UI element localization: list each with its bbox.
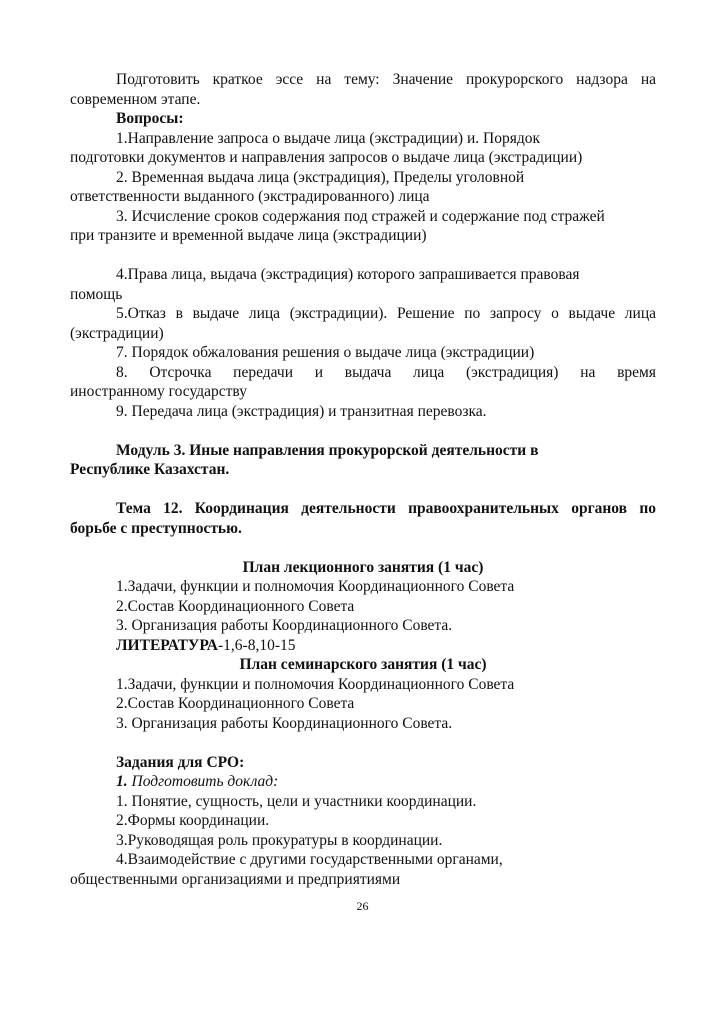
spacer [70,421,656,441]
literature-value: -1,6-8,10-15 [218,636,296,654]
intro-line-1: Подготовить краткое эссе на тему: Значение прокурорского надзора на [116,71,656,88]
question-4-line-2: помощь [70,285,123,303]
spacer [70,246,656,266]
topic-heading-line-2: борьбе с преступностью. [70,519,242,537]
question-7: 7. Порядок обжалования решения о выдаче лица (экстрадиции) [116,344,535,361]
srs-task-number: 1. [116,773,128,790]
spacer [70,538,656,558]
srs-task-label: Подготовить доклад: [127,773,279,790]
question-8-line-1: 8. Отсрочка передачи и выдача лица (экстрадиция) на время [116,363,656,381]
question-1-line-2: подготовки документов и направления запросов о выдаче лица (экстрадиции) [70,149,583,166]
module-heading-line-2: Республике Казахстан. [70,461,230,478]
lecture-item-3: 3. Организация работы Координационного Совета. [116,617,453,634]
seminar-item-2: 2.Состав Координационного Совета [116,695,355,712]
intro-line-2: современном этапе. [70,90,201,108]
question-5-line-2: (экстрадиции) [70,324,164,342]
lecture-plan-title: План лекционного занятия (1 час) [242,558,484,576]
srs-heading: Задания для СРО: [116,753,245,771]
srs-item-4-line-2: общественными организациями и предприятиями [70,870,401,888]
seminar-item-1: 1.Задачи, функции и полномочия Координационного Совета [116,675,515,693]
literature-label: ЛИТЕРАТУРА [116,636,218,654]
question-2-line-1: 2. Временная выдача лица (экстрадиция), Пределы уголовной [116,168,525,186]
seminar-item-3: 3. Организация работы Координационного Совета. [116,714,453,732]
page-number: 26 [356,899,369,913]
question-1-line-1: 1.Направление запроса о выдаче лица (экстрадиции) и. Порядок [116,129,540,147]
page-content [70,70,656,889]
srs-item-4-line-1: 4.Взаимодействие с другими государственными органами, [116,851,503,868]
literature-line [70,636,656,656]
srs-item-3: 3.Руководящая роль прокуратуры в координации. [116,831,443,849]
question-2-line-2: ответственности выданного (экстрадированного) лица [70,188,430,205]
seminar-plan-title: План семинарского занятия (1 час) [239,656,487,673]
spacer [70,480,656,500]
module-heading-line-1: Модуль 3. Иные направления прокурорской деятельности в [116,441,539,459]
questions-heading: Вопросы: [116,110,184,127]
question-9: 9. Передача лица (экстрадиция) и транзитная перевозка. [116,402,487,420]
question-4-line-1: 4.Права лица, выдача (экстрадиция) которого запрашивается правовая [116,266,580,283]
srs-item-1: 1. Понятие, сущность, цели и участники координации. [116,792,477,810]
topic-heading-line-1: Тема 12. Координация деятельности правоохранительных органов по [116,500,656,517]
lecture-item-2: 2.Состав Координационного Совета [116,597,355,615]
question-3-line-2: при транзите и временной выдаче лица (экстрадиции) [70,227,427,244]
question-3-line-1: 3. Исчисление сроков содержания под стражей и содержание под стражей [116,207,605,225]
lecture-item-1: 1.Задачи, функции и полномочия Координационного Совета [116,578,515,595]
question-5-line-1: 5.Отказ в выдаче лица (экстрадиции). Решение по запросу о выдаче лица [116,305,656,322]
srs-item-2: 2.Формы координации. [116,812,270,829]
question-8-line-2: иностранному государству [70,383,247,400]
spacer [70,733,656,753]
srs-task-line [70,772,656,792]
